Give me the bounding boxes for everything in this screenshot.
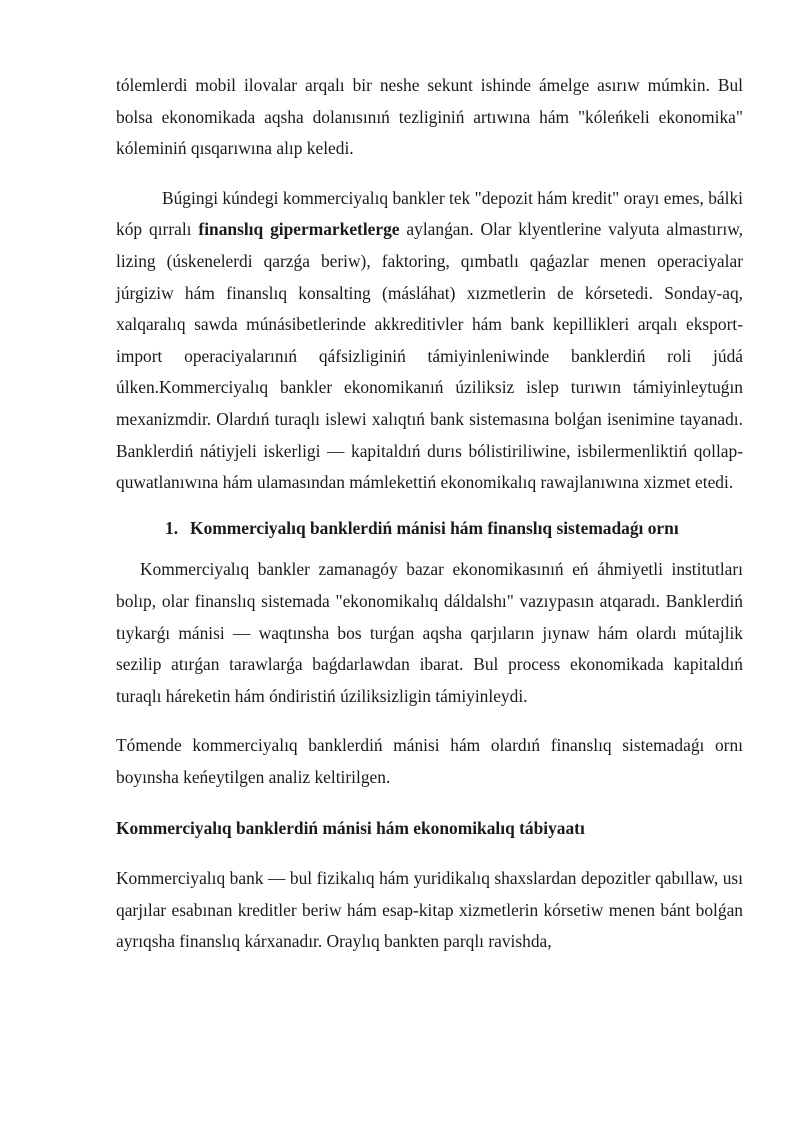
paragraph-essence: Kommerciyalıq bankler zamanagóy bazar ekonomikasınıń eń áhmiyetli institutları bolıp, olar finanslıq sistemada "ekonomikalıq dáldalshı" vazıypasın atqaradı. Banklerdiń tıykarǵı mánisi — waqtınsha bos turǵan aqsha qarjıların jıynaw hám olardı mútajlik sezilip atırǵan tarawlarǵa baǵdarlawdan ibarat. Bul process ekonomikada kapitaldıń turaqlı háreketin hám óndiristiń úziliksizligin támiyinleydi. [116,559,743,706]
document-page [116,70,743,958]
paragraph-analysis-intro: Tómende kommerciyalıq banklerdiń mánisi hám olardıń finanslıq sistemadaǵı ornı boyınsha keńeytilgen analiz keltirilgen. [116,735,743,787]
section-title: Kommerciyalıq banklerdiń mánisi hám finanslıq sistemadaǵı ornı [190,517,679,538]
paragraph-definition: Kommerciyalıq bank — bul fizikalıq hám yuridikalıq shaxslardan depozitler qabıllaw, usı qarjılar esabınan kreditler beriw hám esap-kitap xizmetlerin kórsetiw menen bánt bolǵan ayrıqsha finanslıq kárxanadır. Oraylıq bankten parqlı ravishda, [116,868,743,952]
subheading: Kommerciyalıq banklerdiń mánisi hám ekonomikalıq tábiyaatı [116,818,585,839]
paragraph-intro-continued: tólemlerdi mobil ilovalar arqalı bir neshe sekunt ishinde ámelge asırıw múmkin. Bul bolsa ekonomikada aqsha dolanısınıń tezliginiń artıwına hám "kóleńkeli ekonomika" kóleminiń qısqarıwına alıp keledi. [116,75,743,159]
section-heading [116,513,743,545]
bold-phrase: finanslıq gipermarketlerge [198,219,400,240]
paragraph-text: Búgingi kúndegi kommerciyalıq bankler tek "depozit hám kredit" orayı emes, bálki kóp qırralı [116,187,743,240]
section-number: 1. [165,517,179,538]
paragraph-modern-banks [116,183,743,499]
paragraph-text: aylanǵan. Olar klyentlerine valyuta almastırıw, lizing (úskenelerdi qarzǵa beriw), faktoring, qımbatlı qaǵazlar menen operaciyalar júrgiziw hám finanslıq konsalting (másláhat) xızmetlerin de kórsetedi. Sonday-aq, xalqaralıq sawda múnásibetlerinde akkreditivler hám bank kepillikleri arqalı eksport-import operaciyalarınıń qáfsizliginiń támiyinleniwinde banklerdiń roli júdá úlken.Kommerciyalıq bankler ekonomikanıń úziliksiz islep turıwın támiyinleytuǵın mexanizmdir. Olardıń turaqlı islewi xalıqtıń bank sistemasına bolǵan isenimine tayanadı. Banklerdiń nátiyjeli iskerligi — kapitaldıń durıs bólistiriliwine, isbilermenliktiń qollap-quwatlanıwına hám ulamasından mámlekettiń ekonomikalıq rawajlanıwına xizmet etedi. [116,219,743,493]
